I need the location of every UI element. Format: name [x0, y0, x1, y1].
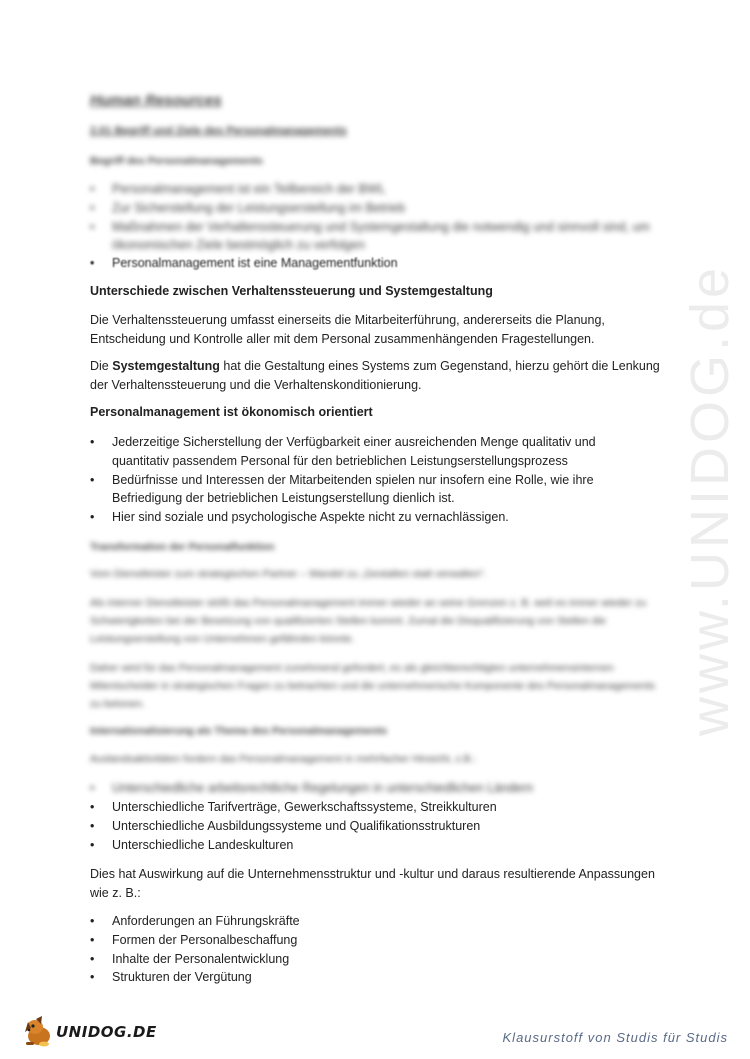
- watermark: [640, 263, 750, 737]
- heading-transformation: Transformation der Personalfunktion: [90, 541, 275, 553]
- list-item: • Unterschiedliche arbeitsrechtliche Regelungen in unterschiedlichen Ländern: [90, 779, 650, 798]
- heading-unterschiede: Unterschiede zwischen Verhaltenssteuerung und Systemgestaltung: [90, 284, 493, 298]
- bullet-list-begriff-last: [90, 254, 650, 273]
- bold-term: Systemgestaltung: [112, 359, 220, 373]
- footer-tagline: Klausurstoff von Studis für Studis: [502, 1030, 728, 1045]
- bullet-list-anpassungen: [90, 912, 650, 987]
- paragraph-dienstleister: Vom Dienstleister zum strategischen Partner – Wandel zu „Gestalten statt verwalten".: [90, 568, 487, 580]
- list-item: • Strukturen der Vergütung: [90, 968, 650, 987]
- list-item: • Inhalte der Personalentwicklung: [90, 950, 650, 969]
- section-heading: 2.01 Begriff und Ziele des Personalmanagements: [90, 125, 347, 137]
- list-item: • Unterschiedliche Landeskulturen: [90, 836, 650, 855]
- bullet-list-unterschiedliche: [90, 798, 650, 854]
- bullet-list-begriff: [90, 180, 650, 255]
- text-segment: Die: [90, 359, 113, 373]
- paragraph-grenzen: Als interner Dienstleister stößt das Personalmanagement immer wieder an seine Grenzen z. B. weil es immer wieder zu Schwierigkeiten bei der Besetzung von qualifizierten Stellen kommt. Zumal die Disqualifizierung von Stellen die Leistungserstellung von Unternehmen gefährden könnte.: [90, 597, 647, 645]
- subheading-begriff: Begriff des Personalmanagements: [90, 155, 263, 167]
- list-item: • Hier sind soziale und psychologische Aspekte nicht zu vernachlässigen.: [90, 508, 650, 527]
- heading-internationalisierung: Internationalisierung als Thema des Personalmanagements: [90, 725, 388, 737]
- dog-mascot-icon: [22, 1014, 56, 1048]
- bullet-list-blurred: [90, 779, 650, 798]
- list-item: • Jederzeitige Sicherstellung der Verfügbarkeit einer ausreichenden Menge qualitativ und quantitativ passendem Personal für den betrieblichen Leistungserstellungsprozess: [90, 433, 650, 471]
- list-item: • Personalmanagement ist ein Teilbereich der BWL: [90, 180, 650, 199]
- unidog-logo: [22, 1012, 162, 1052]
- list-item: • Zur Sicherstellung der Leistungserstellung im Betrieb: [90, 199, 650, 218]
- watermark-text: www.UNIDOG.de: [680, 263, 740, 737]
- document-title: Human Resources: [90, 92, 222, 109]
- bullet-list-oekonomisch: [90, 433, 650, 527]
- paragraph-auslandsaktivitaeten: Auslandsaktivitäten fordern das Personalmanagement in mehrfacher Hinsicht, z.B.:: [90, 753, 477, 765]
- paragraph-mitentscheider: Daher wird für das Personalmanagement zunehmend gefordert, es als gleichberechtigten unternehmensinternen Mitentscheider in strategischen Fragen zu betrachten und die unternehmerische Komponente des Personalmanagements zu betonen.: [90, 662, 656, 710]
- list-item: • Bedürfnisse und Interessen der Mitarbeitenden spielen nur insofern eine Rolle, wie ihre Befriedigung der betrieblichen Leistungserstellung dienlich ist.: [90, 471, 650, 509]
- list-item: • Unterschiedliche Ausbildungssysteme und Qualifikationsstrukturen: [90, 817, 650, 836]
- heading-oekonomisch: Personalmanagement ist ökonomisch orientiert: [90, 405, 373, 419]
- list-item: • Maßnahmen der Verhaltenssteuerung und Systemgestaltung die notwendig und sinnvoll sind, um ökonomischen Ziele bestmöglich zu verfolgen: [90, 218, 650, 256]
- list-item: • Formen der Personalbeschaffung: [90, 931, 650, 950]
- list-item: • Personalmanagement ist eine Managementfunktion: [90, 254, 650, 273]
- text-segment: hat die Gestaltung eines Systems zum Gegenstand, hierzu gehört die Lenkung der Verhaltenssteuerung und die Verhaltenskonditionierung.: [90, 359, 660, 392]
- list-item: • Anforderungen an Führungskräfte: [90, 912, 650, 931]
- logo-text: UNIDOG.DE: [56, 1023, 157, 1041]
- list-item: • Unterschiedliche Tarifverträge, Gewerkschaftssysteme, Streikkulturen: [90, 798, 650, 817]
- paragraph-verhaltenssteuerung: Die Verhaltenssteuerung umfasst einerseits die Mitarbeiterführung, andererseits die Planung, Entscheidung und Kontrolle aller mit dem Personal zusammenhängenden Fragestellungen.: [90, 313, 605, 346]
- paragraph-systemgestaltung: [90, 357, 660, 395]
- paragraph-auswirkung: Dies hat Auswirkung auf die Unternehmensstruktur und -kultur und daraus resultierende Anpassungen wie z. B.:: [90, 867, 655, 900]
